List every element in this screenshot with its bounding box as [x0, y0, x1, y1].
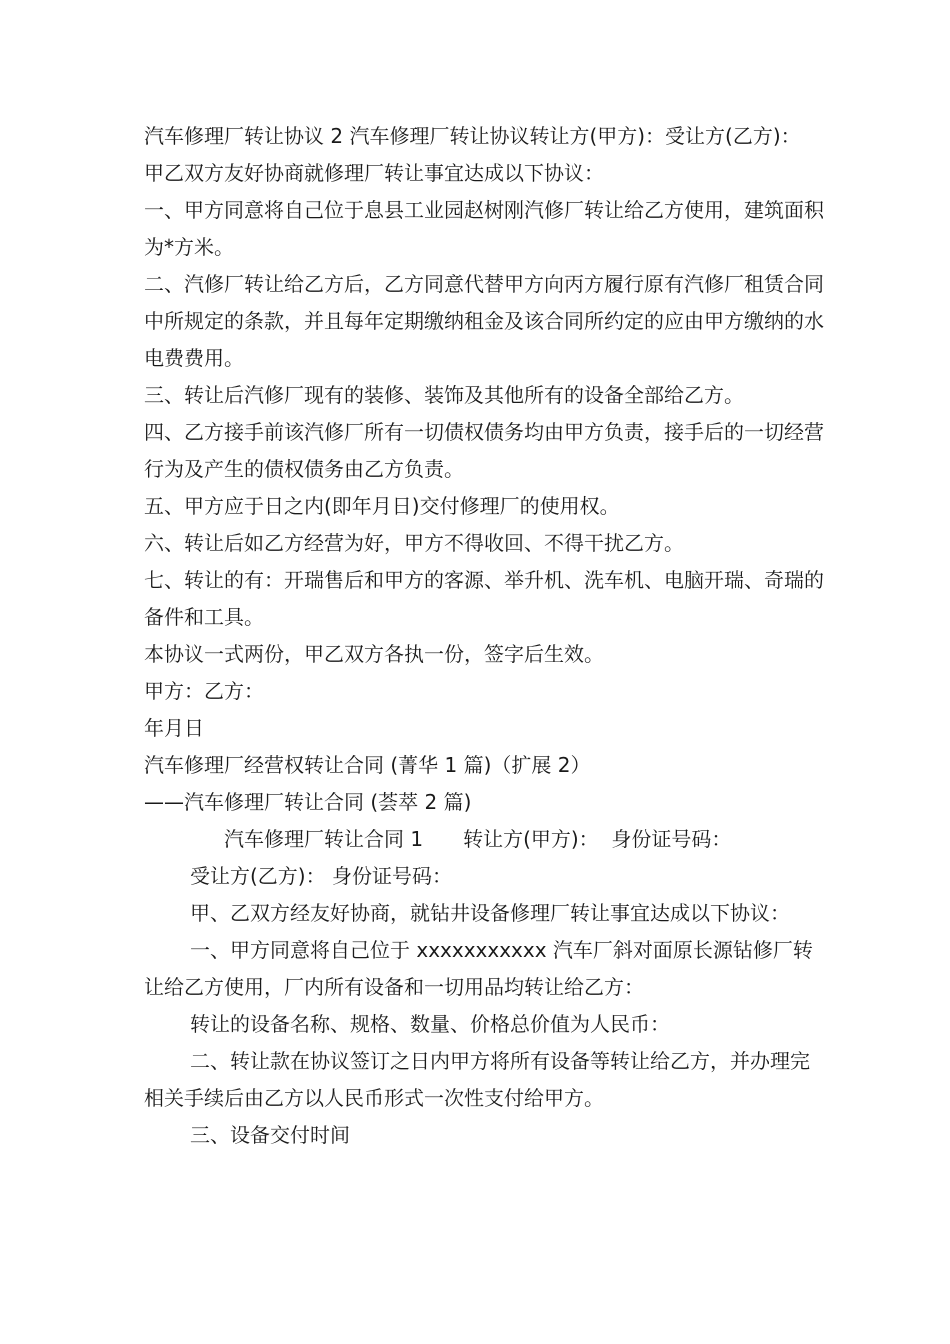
paragraph-transferee: 受让方(乙方)： 身份证号码： [190, 864, 452, 888]
paragraph-clause-2: 二、汽修厂转让给乙方后，乙方同意代替甲方向丙方履行原有汽修厂租赁合同中所规定的条款，并且每年定期缴纳租金及该合同所约定的应由甲方缴纳的水电费费用。 [144, 272, 824, 370]
paragraph-intro: 甲乙双方友好协商就修理厂转让事宜达成以下协议： [144, 161, 604, 185]
paragraph-article-2: 二、转让款在协议签订之日内甲方将所有设备等转让给乙方，并办理完相关手续后由乙方以人民币形式一次性支付给甲方。 [144, 1049, 810, 1110]
paragraph-date: 年月日 [144, 716, 204, 740]
paragraph-agreement-intro: 甲、乙双方经友好协商，就钻井设备修理厂转让事宜达成以下协议： [190, 901, 790, 925]
paragraph-article-1: 一、甲方同意将自己位于 xxxxxxxxxxx 汽车厂斜对面原长源钻修厂转让给乙方使用，厂内所有设备和一切用品均转让给乙方： [144, 938, 813, 999]
paragraph-article-3: 三、设备交付时间 [190, 1123, 350, 1147]
paragraph-clause-3: 三、转让后汽修厂现有的装修、装饰及其他所有的设备全部给乙方。 [144, 383, 744, 407]
paragraph-title-line: 汽车修理厂转让协议 2 汽车修理厂转让协议转让方(甲方)：受让方(乙方)： [144, 124, 801, 148]
paragraph-clause-4: 四、乙方接手前该汽修厂所有一切债权债务均由甲方负责，接手后的一切经营行为及产生的债权债务由乙方负责。 [144, 420, 824, 481]
paragraph-clause-1: 一、甲方同意将自己位于息县工业园赵树刚汽修厂转让给乙方使用，建筑面积为*方米。 [144, 198, 824, 259]
document-body [144, 118, 824, 1154]
contract-header-line: 汽车修理厂转让合同 1 转让方(甲方)： 身份证号码： [224, 827, 732, 851]
paragraph-clause-6: 六、转让后如乙方经营为好，甲方不得收回、不得干扰乙方。 [144, 531, 684, 555]
paragraph-equipment-value: 转让的设备名称、规格、数量、价格总价值为人民币： [190, 1012, 670, 1036]
paragraph-signatures: 甲方：乙方： [144, 679, 264, 703]
paragraph-section-subheading: ——汽车修理厂转让合同 (荟萃 2 篇) [144, 790, 472, 814]
paragraph-clause-7: 七、转让的有：开瑞售后和甲方的客源、举升机、洗车机、电脑开瑞、奇瑞的备件和工具。 [144, 568, 824, 629]
paragraph-section-heading: 汽车修理厂经营权转让合同 (菁华 1 篇)（扩展 2） [144, 753, 591, 777]
paragraph-clause-5: 五、甲方应于日之内(即年月日)交付修理厂的使用权。 [144, 494, 620, 518]
paragraph-copies: 本协议一式两份，甲乙双方各执一份，签字后生效。 [144, 642, 604, 666]
